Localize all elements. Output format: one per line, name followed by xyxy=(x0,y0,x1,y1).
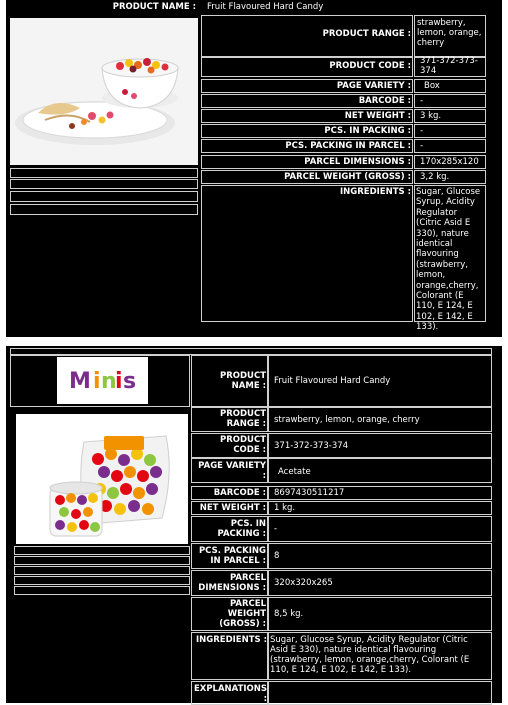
product1-ingredients-label: INGREDIENTS : xyxy=(339,187,411,197)
product2-dims-label: PARCEL DIMENSIONS : xyxy=(198,573,266,593)
product2-left-row xyxy=(14,586,190,595)
product1-name-row xyxy=(6,0,502,14)
minis-logo-icon xyxy=(57,357,148,404)
product1-pcs-parcel-label: PCS. PACKING IN PARCEL : xyxy=(285,141,411,151)
product2-pcs-parcel-label: PCS. PACKING IN PARCEL : xyxy=(198,546,266,566)
product2-net-value: 1 kg. xyxy=(274,503,296,513)
product1-pcs-value: - xyxy=(420,126,424,136)
product2-variety-label: PAGE VARIETY : xyxy=(198,461,266,481)
product2-left-row xyxy=(14,546,190,555)
product1-left-row xyxy=(10,191,198,202)
product2-range-value: strawberry, lemon, orange, cherry xyxy=(274,415,420,425)
product1-barcode-value: - xyxy=(420,96,424,106)
product2-explanations-label: EXPLANATIONS : xyxy=(193,684,267,704)
product1-variety-label: PAGE VARIETY : xyxy=(336,81,411,91)
product2-ingredients-value: Sugar, Glucose Syrup, Acidity Regulator (Citric Asid E 330), nature identical flavouring (strawberry, lemon, orange,cherry, Colorant (E 110, E 124, E 102, E 142, E 133). xyxy=(270,635,470,675)
product1-left-row xyxy=(10,179,198,189)
product1-image xyxy=(10,18,198,165)
product1-gross-label: PARCEL WEIGHT (GROSS) : xyxy=(284,172,411,182)
product2-net-label: NET WEIGHT : xyxy=(199,503,266,513)
product1-range-label: PRODUCT RANGE : xyxy=(322,29,411,39)
product2-name-value: Fruit Flavoured Hard Candy xyxy=(274,376,391,386)
product2-name-label: PRODUCT NAME : xyxy=(220,371,266,391)
product2-gross-value: 8,5 kg. xyxy=(274,609,304,619)
product2-code-label: PRODUCT CODE : xyxy=(220,435,266,455)
product1-net-value: 3 kg. xyxy=(420,111,442,121)
product1-dims-label: PARCEL DIMENSIONS : xyxy=(304,157,411,167)
product2-barcode-label: BARCODE : xyxy=(213,488,266,498)
product1-left-row xyxy=(10,168,198,178)
candy-jars-photo xyxy=(16,414,188,544)
svg-text:n: n xyxy=(101,369,117,394)
product2-range-label: PRODUCT RANGE : xyxy=(220,409,266,429)
product1-code-value: 371-372-373-374 xyxy=(420,56,478,76)
product2-logo xyxy=(57,357,148,404)
product2-code-value: 371-372-373-374 xyxy=(274,441,349,451)
product1-ingredients-value: Sugar, Glucose Syrup, Acidity Regulator (Citric Asid E 330), nature identical flavouring (strawberry, lemon, orange,cherry, Colorant (E 110, E 124, E 102, E 142, E 133). xyxy=(416,187,481,333)
product2-ingredients-label: INGREDIENTS : xyxy=(195,635,267,645)
svg-text:M: M xyxy=(69,369,91,394)
product2-pcs-parcel-value: 8 xyxy=(274,551,280,561)
product2-explanations-value-cell xyxy=(268,681,492,705)
svg-text:i: i xyxy=(115,369,123,394)
product2-pcs-value: - xyxy=(274,524,278,534)
product2-image xyxy=(16,414,188,544)
product1-name-value: Fruit Flavoured Hard Candy xyxy=(207,2,324,12)
product1-left-row xyxy=(10,204,198,215)
svg-text:i: i xyxy=(93,369,101,394)
product2-left-row xyxy=(14,556,190,565)
product2-left-row xyxy=(14,576,190,585)
product1-barcode-label: BARCODE : xyxy=(358,96,411,106)
svg-text:s: s xyxy=(123,369,137,394)
product2-dims-value: 320x320x265 xyxy=(274,578,333,588)
product1-name-label: PRODUCT NAME : xyxy=(112,2,196,12)
product1-pcs-parcel-value: - xyxy=(420,141,424,151)
product1-variety-value: Box xyxy=(424,81,440,91)
product2-variety-value: Acetate xyxy=(278,467,311,477)
product1-pcs-label: PCS. IN PACKING : xyxy=(324,126,411,136)
product1-ingredients-row xyxy=(201,185,413,322)
product2-top-band xyxy=(10,348,492,355)
product2-pcs-label: PCS. IN PACKING : xyxy=(217,519,266,539)
product1-range-value: strawberry, lemon, orange, cherry xyxy=(417,18,482,48)
product2-left-row xyxy=(14,566,190,575)
product2-barcode-value: 8697430511217 xyxy=(274,488,345,498)
product1-dims-value: 170x285x120 xyxy=(420,157,479,167)
product1-code-label: PRODUCT CODE : xyxy=(329,61,411,71)
product1-gross-value: 3,2 kg. xyxy=(420,172,450,182)
product2-gross-label: PARCEL WEIGHT (GROSS) : xyxy=(219,599,266,629)
candy-plate-photo xyxy=(10,18,198,165)
product1-net-label: NET WEIGHT : xyxy=(344,111,411,121)
